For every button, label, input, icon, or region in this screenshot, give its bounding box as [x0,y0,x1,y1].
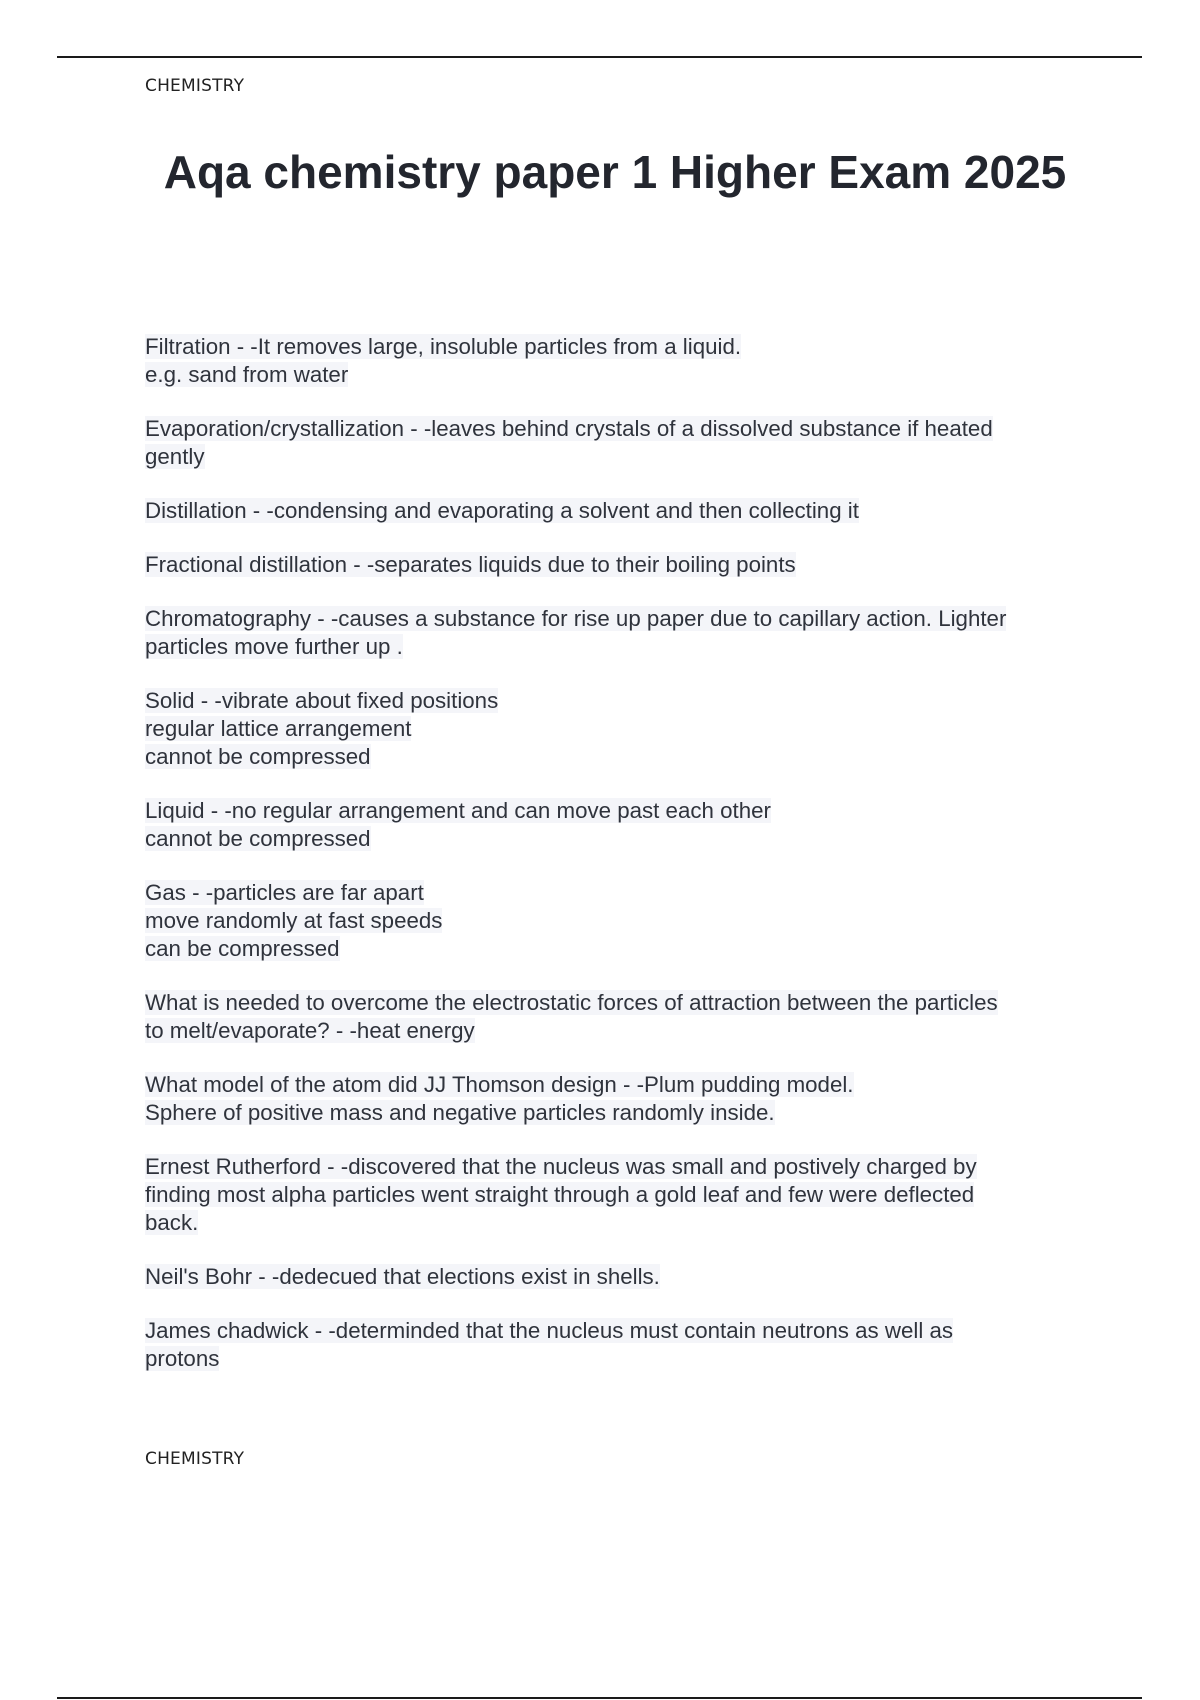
flashcard-line [145,743,1095,771]
flashcard-line [145,1153,1095,1181]
flashcard-text: move randomly at fast speeds [145,908,443,933]
flashcard-line [145,361,1095,389]
running-footer: CHEMISTRY [145,1449,245,1469]
footer-rule [57,1697,1142,1699]
flashcard-item [145,497,1095,525]
flashcard-item [145,989,1095,1045]
document-title: Aqa chemistry paper 1 Higher Exam 2025 [163,146,1067,198]
flashcard-line [145,605,1095,633]
flashcard-text: Chromatography - -causes a substance for rise up paper due to capillary action. Lighter [145,606,1007,631]
flashcard-line [145,1017,1095,1045]
flashcard-text: Filtration - -It removes large, insoluble particles from a liquid. [145,334,742,359]
flashcard-item [145,1071,1095,1127]
flashcard-line [145,1263,1095,1291]
flashcard-line [145,989,1095,1017]
flashcard-text: cannot be compressed [145,826,371,851]
flashcard-line [145,715,1095,743]
flashcard-line [145,797,1095,825]
header-rule [57,56,1142,58]
flashcard-item [145,1263,1095,1291]
flashcard-text: Neil's Bohr - -dedecued that elections exist in shells. [145,1264,660,1289]
flashcard-text: Distillation - -condensing and evaporating a solvent and then collecting it [145,498,859,523]
flashcard-text: What is needed to overcome the electrostatic forces of attraction between the particles [145,990,998,1015]
flashcard-line [145,497,1095,525]
flashcard-text: Liquid - -no regular arrangement and can move past each other [145,798,771,823]
flashcard-text: back. [145,1210,199,1235]
flashcard-line [145,1181,1095,1209]
flashcard-line [145,1071,1095,1099]
flashcard-item [145,333,1095,389]
flashcard-text: protons [145,1346,220,1371]
flashcard-item [145,1317,1095,1373]
flashcard-line [145,551,1095,579]
flashcard-text: finding most alpha particles went straight through a gold leaf and few were deflected [145,1182,975,1207]
flashcard-text: can be compressed [145,936,340,961]
flashcard-item [145,687,1095,771]
flashcard-line [145,879,1095,907]
flashcard-item [145,551,1095,579]
flashcard-text: gently [145,444,205,469]
flashcard-text: e.g. sand from water [145,362,349,387]
flashcard-line [145,825,1095,853]
flashcard-line [145,443,1095,471]
flashcard-line [145,633,1095,661]
flashcard-list [145,333,1095,1399]
flashcard-text: to melt/evaporate? - -heat energy [145,1018,475,1043]
flashcard-line [145,1099,1095,1127]
running-header: CHEMISTRY [145,76,245,96]
flashcard-item [145,415,1095,471]
flashcard-text: Ernest Rutherford - -discovered that the nucleus was small and postively charged by [145,1154,977,1179]
flashcard-line [145,333,1095,361]
flashcard-item [145,1153,1095,1237]
flashcard-line [145,1345,1095,1373]
flashcard-text: James chadwick - -determinded that the nucleus must contain neutrons as well as [145,1318,954,1343]
flashcard-line [145,1317,1095,1345]
flashcard-text: regular lattice arrangement [145,716,412,741]
flashcard-text: Gas - -particles are far apart [145,880,424,905]
flashcard-text: Solid - -vibrate about fixed positions [145,688,499,713]
flashcard-line [145,1209,1095,1237]
flashcard-text: What model of the atom did JJ Thomson design - -Plum pudding model. [145,1072,854,1097]
flashcard-line [145,415,1095,443]
flashcard-line [145,687,1095,715]
flashcard-text: cannot be compressed [145,744,371,769]
flashcard-text: Sphere of positive mass and negative particles randomly inside. [145,1100,775,1125]
flashcard-line [145,935,1095,963]
flashcard-text: Fractional distillation - -separates liquids due to their boiling points [145,552,796,577]
flashcard-text: Evaporation/crystallization - -leaves behind crystals of a dissolved substance if heated [145,416,993,441]
flashcard-text: particles move further up . [145,634,403,659]
flashcard-line [145,907,1095,935]
flashcard-item [145,879,1095,963]
flashcard-item [145,797,1095,853]
flashcard-item [145,605,1095,661]
